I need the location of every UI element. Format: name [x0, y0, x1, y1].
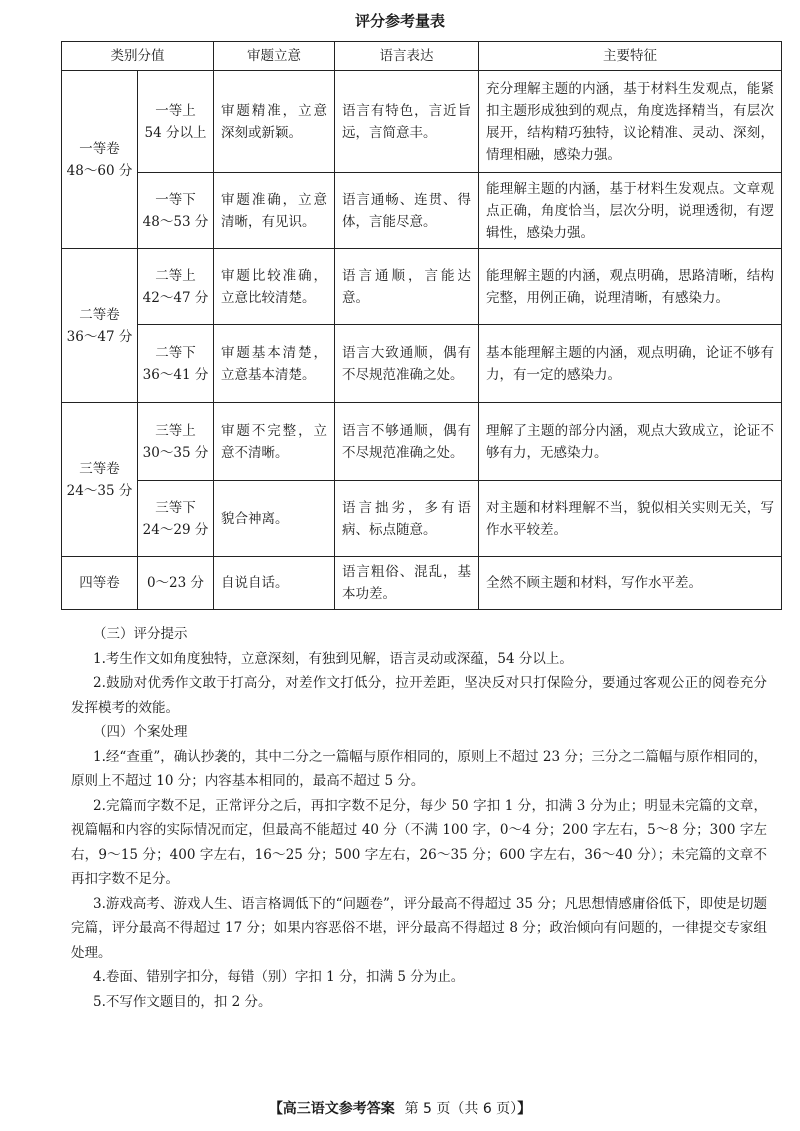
features-cell: 基本能理解主题的内涵，观点明确，论证不够有力，有一定的感染力。 [479, 325, 782, 403]
features-cell: 能理解主题的内涵，基于材料生发观点。文章观点正确，角度恰当，层次分明，说理透彻，有逻辑性，感染力强。 [479, 173, 782, 249]
cases-heading: （四）个案处理 [93, 724, 188, 740]
language-cell: 语言通畅、连贯、得体，言能尽意。 [335, 173, 479, 249]
category-cell: 二等卷 36～47 分 [62, 249, 138, 403]
language-cell: 语言有特色，言近旨远，言简意丰。 [335, 71, 479, 173]
table-row [62, 481, 782, 557]
language-cell: 语言不够通顺，偶有不尽规范准确之处。 [335, 403, 479, 481]
scoring-table [61, 41, 782, 610]
features-cell: 充分理解主题的内涵，基于材料生发观点，能紧扣主题形成独到的观点，角度选择精当，有层次展开，结构精巧独特，议论精准、灵动、深刻，情理相融，感染力强。 [479, 71, 782, 173]
notes-section [71, 622, 767, 1014]
category-cell: 四等卷 [62, 557, 138, 610]
theme-cell: 审题基本清楚，立意基本清楚。 [214, 325, 335, 403]
features-cell: 对主题和材料理解不当，貌似相关实则无关，写作水平较差。 [479, 481, 782, 557]
header-theme: 审题立意 [214, 42, 335, 71]
theme-cell: 审题精准，立意深刻或新颖。 [214, 71, 335, 173]
tip-item: 1.考生作文如角度独特，立意深刻，有独到见解，语言灵动或深蕴，54 分以上。 [93, 650, 573, 667]
header-language: 语言表达 [335, 42, 479, 71]
features-cell: 理解了主题的部分内涵，观点大致成立，论证不够有力，无感染力。 [479, 403, 782, 481]
level-cell: 二等下 36～41 分 [138, 325, 214, 403]
level-cell: 0～23 分 [138, 557, 214, 610]
table-row [62, 325, 782, 403]
category-cell: 一等卷 48～60 分 [62, 71, 138, 249]
theme-cell: 自说自话。 [214, 557, 335, 610]
tip-item: 2.鼓励对优秀作文敢于打高分，对差作文打低分，拉开差距，坚决反对只打保险分，要通过客观公正的阅卷充分发挥模考的效能。 [71, 675, 767, 716]
language-cell: 语言通顺，言能达意。 [335, 249, 479, 325]
page-footer [0, 1098, 800, 1118]
footer-page-number: 第 5 页（共 6 页） [404, 1101, 518, 1117]
tips-heading: （三）评分提示 [93, 626, 188, 642]
table-row [62, 173, 782, 249]
theme-cell: 貌合神离。 [214, 481, 335, 557]
level-cell: 一等下 48～53 分 [138, 173, 214, 249]
theme-cell: 审题比较准确，立意比较清楚。 [214, 249, 335, 325]
level-cell: 三等下 24～29 分 [138, 481, 214, 557]
footer-bracket: 】 [517, 1101, 532, 1117]
table-row [62, 249, 782, 325]
footer-doc-title: 【高三语文参考答案 [268, 1101, 395, 1117]
header-category: 类别分值 [62, 42, 214, 71]
table-header-row [62, 42, 782, 71]
language-cell: 语言拙劣，多有语病、标点随意。 [335, 481, 479, 557]
case-item: 2.完篇而字数不足，正常评分之后，再扣字数不足分，每少 50 字扣 1 分，扣满 3 分为止；明显未完篇的文章，视篇幅和内容的实际情况而定，但最高不能超过 40 分（不满 100 字，0～4 分；200 字左右，5～8 分；300 字左右，9～15 分；400 字左右，16～25 分；500 字左右，26～35 分；600 字左右，36～40 分）；未完篇的文章不再扣字数不足分。 [71, 797, 767, 887]
theme-cell: 审题不完整，立意不清晰。 [214, 403, 335, 481]
table-row [62, 557, 782, 610]
table-row [62, 71, 782, 173]
level-cell: 一等上 54 分以上 [138, 71, 214, 173]
page-title: 评分参考量表 [354, 12, 445, 30]
theme-cell: 审题准确，立意清晰，有见识。 [214, 173, 335, 249]
features-cell: 能理解主题的内涵，观点明确，思路清晰，结构完整，用例正确，说理清晰，有感染力。 [479, 249, 782, 325]
level-cell: 三等上 30～35 分 [138, 403, 214, 481]
table-row [62, 403, 782, 481]
case-item: 4.卷面、错别字扣分，每错（别）字扣 1 分，扣满 5 分为止。 [93, 969, 465, 985]
level-cell: 二等上 42～47 分 [138, 249, 214, 325]
category-cell: 三等卷 24～35 分 [62, 403, 138, 557]
case-item: 3.游戏高考、游戏人生、语言格调低下的“问题卷”，评分最高不得超过 35 分；凡思想情感庸俗低下，即使是切题完篇，评分最高不得超过 17 分；如果内容恶俗不堪，评分最高不得超过 8 分；政治倾向有问题的，一律提交专家组处理。 [71, 895, 767, 961]
language-cell: 语言粗俗、混乱，基本功差。 [335, 557, 479, 610]
language-cell: 语言大致通顺，偶有不尽规范准确之处。 [335, 325, 479, 403]
features-cell: 全然不顾主题和材料，写作水平差。 [479, 557, 782, 610]
case-item: 5.不写作文题目的，扣 2 分。 [93, 993, 272, 1010]
case-item: 1.经“查重”，确认抄袭的，其中二分之一篇幅与原作相同的，原则上不超过 23 分；三分之二篇幅与原作相同的，原则上不超过 10 分；内容基本相同的，最高不超过 5 分。 [71, 748, 767, 789]
header-features: 主要特征 [479, 42, 782, 71]
